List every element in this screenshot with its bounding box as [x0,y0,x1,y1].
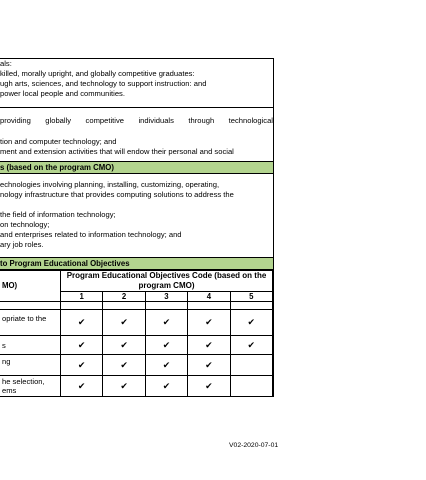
table-row [0,310,273,336]
check-cell [103,302,145,310]
outcome-label: opriate to the [0,310,61,336]
peo-line: echnologies involving planning, installing, customizing, operating, [0,179,220,189]
peo-code-header: Program Educational Objectives Code (based on the program CMO) [61,271,273,292]
check-cell: ✔ [61,310,103,336]
peo-line [0,200,273,210]
check-cell: ✔ [188,376,230,397]
peo-line: and enterprises related to information technology; and [0,230,182,240]
check-cell: ✔ [61,355,103,376]
table-row [0,376,273,397]
check-cell: ✔ [103,310,145,336]
check-cell [230,376,272,397]
peo-column-number: 4 [188,292,230,302]
peo-line: nology infrastructure that provides computing solutions to address the [0,189,234,199]
check-cell [230,302,272,310]
check-cell: ✔ [145,310,187,336]
check-cell: ✔ [103,376,145,397]
mission-line: ment and extension activities that will endow their personal and social [0,146,234,156]
check-cell: ✔ [230,310,272,336]
peo-line: the field of information technology; [0,210,116,220]
mission-line: tion and computer technology; and [0,136,117,146]
outcome-column-header: MO) [0,271,61,302]
institution-goals-section [0,58,273,99]
outcome-label: ng [0,355,61,376]
document-version: V02-2020-07-01 [229,442,279,449]
check-cell: ✔ [145,355,187,376]
goals-line: als: [0,59,12,68]
table-row [0,336,273,355]
goals-line: power local people and communities. [0,89,125,99]
check-cell: ✔ [188,336,230,355]
peo-line: ary job roles. [0,240,44,250]
check-cell: ✔ [103,355,145,376]
check-cell [61,302,103,310]
outcome-label: he selection, ems [0,376,61,397]
peo-column-number: 3 [145,292,187,302]
mission-line [0,126,273,136]
check-cell: ✔ [188,310,230,336]
check-cell: ✔ [61,336,103,355]
check-cell: ✔ [145,336,187,355]
table-row [0,302,273,310]
peo-column-number: 5 [230,292,272,302]
peo-section [0,174,273,258]
check-cell: ✔ [61,376,103,397]
curriculum-table [0,58,274,397]
peo-line: on technology; [0,220,50,230]
mission-line: providing globally competitive individuals through technological [0,116,273,126]
check-cell [145,302,187,310]
check-cell [188,302,230,310]
outcome-label [0,302,61,310]
peo-section-header: s (based on the program CMO) [0,161,273,174]
check-cell: ✔ [188,355,230,376]
check-cell: ✔ [230,336,272,355]
check-cell: ✔ [145,376,187,397]
peo-mapping-table [0,270,273,397]
peo-column-number: 1 [61,292,103,302]
table-row [0,355,273,376]
goals-line: ugh arts, sciences, and technology to support instruction: and [0,79,207,89]
peo-column-number: 2 [103,292,145,302]
mapping-section-header: to Program Educational Objectives [0,257,273,270]
outcome-label: s [0,336,61,355]
check-cell [230,355,272,376]
mission-section [0,107,273,160]
check-cell: ✔ [103,336,145,355]
goals-line: killed, morally upright, and globally competitive graduates: [0,69,195,79]
table-header-row [0,271,273,292]
